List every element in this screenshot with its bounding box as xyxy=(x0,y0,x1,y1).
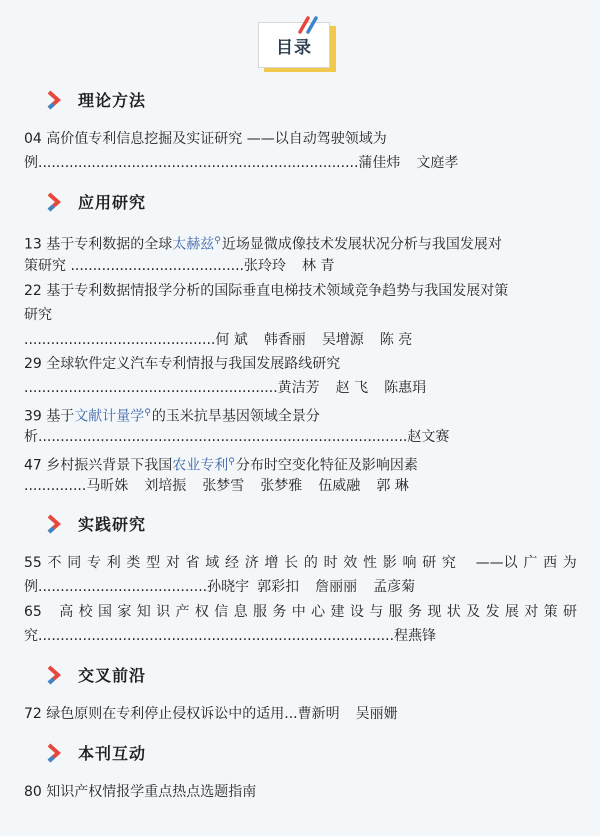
toc-entry-04-cont xyxy=(24,154,458,172)
entry-title-char: 的 xyxy=(303,555,318,571)
author: 赵 飞 xyxy=(335,380,369,396)
entry-title-char: 发 xyxy=(485,604,500,620)
author: 张梦雅 xyxy=(260,478,303,494)
section-heading-interaction xyxy=(46,741,146,764)
entry-title-char: 国 xyxy=(97,604,112,620)
toc-entry-13[interactable] xyxy=(24,232,502,254)
leader-dots: ........................................................................ xyxy=(38,155,359,171)
keyword-link[interactable]: 文献计量学 xyxy=(74,408,145,425)
entry-title-char: 性 xyxy=(363,555,378,571)
entry-title-char: 55 xyxy=(24,555,42,571)
toc-entry-47-authors xyxy=(24,477,409,495)
toc-entry-13-cont xyxy=(24,257,334,275)
entry-title-char: 影 xyxy=(382,555,397,571)
leader-dots: ................................................................................ xyxy=(38,628,395,644)
toc-entry-39-cont xyxy=(24,428,449,446)
author: 林 青 xyxy=(302,258,335,274)
section-label: 实践研究 xyxy=(78,515,147,534)
entry-title-char: 对 xyxy=(165,555,180,571)
entry-title-char: 信 xyxy=(214,604,229,620)
toc-entry-65[interactable] xyxy=(24,603,577,621)
search-icon: ⚲ xyxy=(228,457,235,467)
entry-title-char: 建 xyxy=(330,604,345,620)
entry-title-char: 服 xyxy=(388,604,403,620)
entry-title: 的玉米抗旱基因领域全景分 xyxy=(151,408,320,425)
entry-title: 分布时空变化特征及影响因素 xyxy=(235,457,418,474)
section-label: 本刊互动 xyxy=(78,744,147,763)
entry-title-cont: 究 xyxy=(24,628,38,644)
entry-title-char: 时 xyxy=(323,555,338,571)
toc-entry-22-authors xyxy=(24,331,412,349)
entry-title-char: 利 xyxy=(106,555,121,571)
entry-title-char: 省 xyxy=(185,555,200,571)
toc-entry-04[interactable] xyxy=(24,130,387,148)
author: 吴丽姗 xyxy=(355,706,398,722)
toc-entry-22[interactable] xyxy=(24,282,508,300)
leader-dots: ................................................................................... xyxy=(38,429,408,445)
chevron-right-icon xyxy=(46,514,62,534)
author: 陈惠琄 xyxy=(384,380,427,396)
author: 何 斌 xyxy=(215,332,248,348)
entry-title: 80 知识产权情报学重点热点选题指南 xyxy=(24,784,257,800)
toc-entry-39[interactable] xyxy=(24,404,320,426)
entry-title-char: 同 xyxy=(67,555,82,571)
author: 郭 琳 xyxy=(376,478,409,494)
entry-title-cont: 例 xyxy=(24,155,38,171)
author: 程燕锋 xyxy=(394,628,437,644)
toc-entry-47[interactable] xyxy=(24,453,418,475)
entry-title: 13 基于专利数据的全球 xyxy=(24,236,173,253)
entry-title-char: 务 xyxy=(407,604,422,620)
entry-title-char: 服 xyxy=(252,604,267,620)
section-label: 理论方法 xyxy=(78,91,147,110)
entry-title-char: 济 xyxy=(244,555,259,571)
chevron-right-icon xyxy=(46,743,62,763)
entry-title-char: 研 xyxy=(422,555,437,571)
entry-title-char: 知 xyxy=(136,604,151,620)
author: 文庭孝 xyxy=(416,155,459,171)
author: 曹新明 xyxy=(297,706,340,722)
entry-title: 47 乡村振兴背景下我国 xyxy=(24,457,173,474)
toc-title-block xyxy=(258,18,338,78)
toc-entry-55-cont xyxy=(24,578,415,596)
author: 陈 亮 xyxy=(379,332,413,348)
entry-title-char: 为 xyxy=(562,555,577,571)
entry-title-char: 展 xyxy=(504,604,519,620)
author: 郭彩扣 xyxy=(257,579,300,595)
slash-decoration-icon xyxy=(292,16,322,34)
chevron-right-icon xyxy=(46,192,62,212)
leader-dots: ...................................... xyxy=(38,579,208,595)
section-label: 交叉前沿 xyxy=(78,666,147,685)
entry-title-char: 校 xyxy=(78,604,93,620)
author: 马昕姝 xyxy=(86,478,129,494)
entry-title-char: 响 xyxy=(402,555,417,571)
entry-title-char: 类 xyxy=(126,555,141,571)
entry-title-char: 对 xyxy=(524,604,539,620)
toc-entry-65-cont xyxy=(24,627,436,645)
author: 詹丽丽 xyxy=(315,579,358,595)
entry-title-char: 西 xyxy=(543,555,558,571)
toc-entry-80[interactable] xyxy=(24,783,256,801)
entry-title-char: 家 xyxy=(117,604,132,620)
toc-entry-29[interactable] xyxy=(24,355,340,373)
entry-title-char: 与 xyxy=(369,604,384,620)
entry-title-char: 究 xyxy=(441,555,456,571)
author: 蒲佳炜 xyxy=(358,155,401,171)
entry-title-char: 息 xyxy=(233,604,248,620)
entry-title-char: 设 xyxy=(349,604,364,620)
entry-title-cont: 策研究 xyxy=(24,258,71,274)
author: 张玲玲 xyxy=(244,258,287,274)
entry-title: 72 绿色原则在专利停止侵权诉讼中的适用... xyxy=(24,706,298,722)
toc-entry-22-cont xyxy=(24,306,52,324)
entry-title-char: 长 xyxy=(284,555,299,571)
entry-title-char: 高 xyxy=(59,604,74,620)
author: 伍威融 xyxy=(318,478,361,494)
entry-title-char: 中 xyxy=(291,604,306,620)
entry-title-char: ——以 xyxy=(475,555,518,571)
entry-title-char: 效 xyxy=(343,555,358,571)
entry-title-char: 及 xyxy=(466,604,481,620)
entry-title-char: 现 xyxy=(427,604,442,620)
search-icon: ⚲ xyxy=(144,408,151,418)
keyword-link[interactable]: 太赫兹 xyxy=(172,236,215,253)
entry-title-char: 权 xyxy=(194,604,209,620)
search-icon: ⚲ xyxy=(214,236,221,246)
entry-title: 29 全球软件定义汽车专利情报与我国发展路线研究 xyxy=(24,356,341,372)
entry-title: 39 基于 xyxy=(24,408,75,425)
section-label: 应用研究 xyxy=(78,193,147,212)
author: 吴增源 xyxy=(321,332,364,348)
entry-title-char: 广 xyxy=(523,555,538,571)
entry-title-char: 策 xyxy=(543,604,558,620)
entry-title-char: 心 xyxy=(311,604,326,620)
section-heading-frontier xyxy=(46,663,146,686)
leader-dots: ........................................... xyxy=(24,332,216,348)
author: 黄洁芳 xyxy=(277,380,320,396)
entry-title-char: 产 xyxy=(175,604,190,620)
entry-title: 04 高价值专利信息挖掘及实证研究 ——以自动驾驶领域为 xyxy=(24,131,387,147)
entry-title: 近场显微成像技术发展状况分析与我国发展对 xyxy=(221,236,502,253)
author: 孙晓宇 xyxy=(207,579,250,595)
entry-title-char: 务 xyxy=(272,604,287,620)
page-title: 目录 xyxy=(258,22,330,68)
entry-title-char: 专 xyxy=(86,555,101,571)
author: 刘培振 xyxy=(144,478,187,494)
author: 韩香丽 xyxy=(263,332,306,348)
entry-title-char: 型 xyxy=(146,555,161,571)
entry-title-cont: 例 xyxy=(24,579,38,595)
entry-title-cont: 研究 xyxy=(24,307,52,323)
entry-title-char: 增 xyxy=(264,555,279,571)
chevron-right-icon xyxy=(46,665,62,685)
entry-title-char: 经 xyxy=(225,555,240,571)
leader-dots: ......................................................... xyxy=(24,380,278,396)
entry-title-char: 不 xyxy=(47,555,62,571)
section-heading-practice xyxy=(46,512,146,535)
toc-entry-72[interactable] xyxy=(24,705,398,723)
toc-entry-55[interactable] xyxy=(24,554,577,572)
leader-dots: .............. xyxy=(24,478,87,494)
author: 孟彦菊 xyxy=(373,579,416,595)
toc-entry-29-authors xyxy=(24,379,426,397)
keyword-link[interactable]: 农业专利 xyxy=(172,457,229,474)
entry-title-char: 状 xyxy=(446,604,461,620)
section-heading-theory xyxy=(46,88,146,111)
entry-title-char: 域 xyxy=(205,555,220,571)
entry-title-char: 识 xyxy=(156,604,171,620)
author: 赵文赛 xyxy=(407,429,450,445)
entry-title-char: 研 xyxy=(562,604,577,620)
section-heading-application xyxy=(46,190,146,213)
leader-dots: ....................................... xyxy=(70,258,245,274)
chevron-right-icon xyxy=(46,90,62,110)
author: 张梦雪 xyxy=(202,478,245,494)
entry-title-cont: 析 xyxy=(24,429,38,445)
entry-title: 22 基于专利数据情报学分析的国际垂直电梯技术领域竞争趋势与我国发展对策 xyxy=(24,283,509,299)
entry-title-char: 65 xyxy=(24,604,42,620)
